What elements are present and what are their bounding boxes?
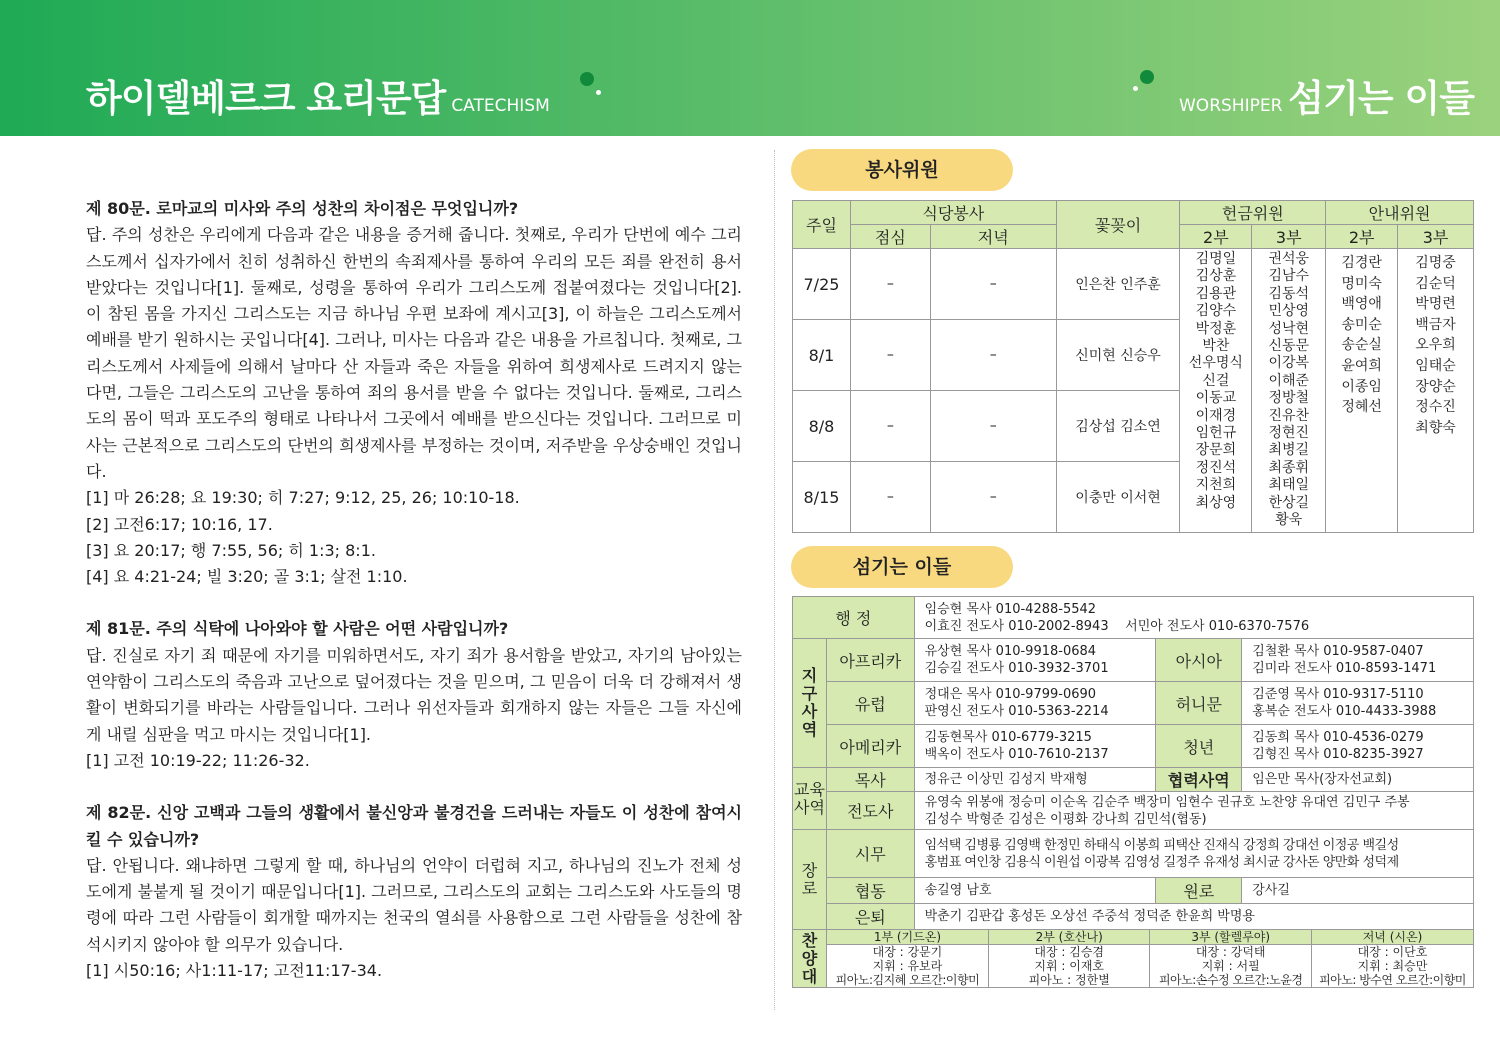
choir-4-info xyxy=(1311,945,1473,988)
active-info xyxy=(914,830,1473,878)
worshiper-title: 섬기는 이들 xyxy=(1288,77,1474,120)
row-dinner: – xyxy=(930,391,1056,462)
choir-4-leader: 대장 : 이단호 xyxy=(1357,945,1428,959)
name-item: 성낙현 xyxy=(1268,320,1310,337)
america-label: 아메리카 xyxy=(826,725,914,768)
catechism-heading xyxy=(86,68,550,122)
row-lunch: – xyxy=(850,462,930,533)
youth-line-2: 김형진 목사 010-8235-3927 xyxy=(1252,747,1424,762)
choir-label: 찬 양 대 xyxy=(793,930,827,988)
workers-table xyxy=(792,596,1474,988)
choir-2-info xyxy=(988,945,1150,988)
active-line-2: 홍범표 여인창 김용식 이원섭 이광복 김영성 길정주 유재성 최시균 강사돈 양만화 성덕제 xyxy=(924,854,1399,870)
table-row xyxy=(793,830,1474,878)
active-line-1: 임석택 김병룡 김영백 한정민 하태식 이봉희 피택산 진재식 강정희 강대선 이정공 백길성 xyxy=(924,837,1399,853)
row-date: 8/1 xyxy=(793,320,851,391)
table-row xyxy=(793,904,1474,930)
name-item: 정혜선 xyxy=(1341,399,1382,416)
header-day: 주일 xyxy=(793,201,851,249)
question-82: 제 82문. 신앙 고백과 그들의 생활에서 불신앙과 불경건을 드러내는 자들도 이 성찬에 참여시킬 수 있습니까? xyxy=(86,803,742,849)
table-row xyxy=(793,792,1474,830)
choir-2-name: 2부 (호산나) xyxy=(988,930,1150,945)
youth-info xyxy=(1242,725,1474,768)
choir-1-info xyxy=(827,945,989,988)
choir-1-name: 1부 (기드온) xyxy=(827,930,989,945)
decor-dot-icon xyxy=(580,72,594,86)
asia-line-2: 김미라 전도사 010-8593-1471 xyxy=(1252,661,1437,676)
assoc-names: 송길영 남호 xyxy=(914,878,1156,904)
service-pill: 봉사위원 xyxy=(791,149,1013,191)
name-item: 김상훈 xyxy=(1195,268,1237,285)
youth-line-1: 김동희 목사 010-4536-0279 xyxy=(1252,730,1424,745)
row-flower: 김상섭 김소연 xyxy=(1056,391,1180,462)
row-flower: 신미현 신승우 xyxy=(1056,320,1180,391)
name-item: 진유찬 xyxy=(1268,407,1310,424)
name-item: 신걸 xyxy=(1202,372,1230,389)
choir-1-leader: 대장 : 강문기 xyxy=(872,945,943,959)
name-item: 송순실 xyxy=(1341,337,1382,354)
choir-2-leader: 대장 : 김승겸 xyxy=(1034,945,1105,959)
name-item: 김동석 xyxy=(1268,285,1310,302)
name-item: 최병길 xyxy=(1268,442,1310,459)
name-item: 최향숙 xyxy=(1415,419,1456,436)
choir-3-conductor: 지휘 : 서필 xyxy=(1201,959,1260,973)
name-item: 임헌규 xyxy=(1195,425,1237,442)
header-meal: 식당봉사 xyxy=(850,201,1056,225)
name-item: 송미순 xyxy=(1341,316,1382,333)
reference-80-1: [1] 마 26:28; 요 19:30; 히 7:27; 9:12, 25, 26; 10:10-18. xyxy=(86,488,520,508)
name-item: 오우희 xyxy=(1415,337,1456,354)
name-item: 박정훈 xyxy=(1195,320,1237,337)
question-80: 제 80문. 로마교의 미사와 주의 성찬의 차이점은 무엇입니까? xyxy=(86,199,519,218)
catechism-section xyxy=(86,196,742,984)
evangelist-line-2: 김성수 박형준 김성은 이평화 강나희 김민석(협동) xyxy=(924,811,1207,827)
decor-dot-small-icon xyxy=(596,90,601,95)
worshiper-heading xyxy=(1179,68,1474,122)
asia-info xyxy=(1242,639,1474,682)
evangelist-label: 전도사 xyxy=(826,792,914,830)
header-dinner: 저녁 xyxy=(930,225,1056,249)
hub-line-2: 홍복순 전도사 010-4433-3988 xyxy=(1252,704,1437,719)
europe-line-1: 정대은 목사 010-9799-0690 xyxy=(924,687,1097,702)
name-item: 지천희 xyxy=(1195,477,1237,494)
admin-info xyxy=(914,597,1473,639)
column-divider xyxy=(774,150,775,1010)
name-item: 최태일 xyxy=(1268,477,1310,494)
name-item: 황욱 xyxy=(1275,512,1303,529)
service-table xyxy=(792,200,1474,533)
name-item: 정수진 xyxy=(1415,399,1456,416)
coop-names: 임은만 목사(장자선교회) xyxy=(1242,768,1474,792)
name-item: 명미숙 xyxy=(1341,275,1382,292)
guide-2-list xyxy=(1326,249,1398,533)
choir-2-accompanist: 피아노 : 정한별 xyxy=(1028,973,1110,987)
evangelist-info xyxy=(914,792,1473,830)
header-guide: 안내위원 xyxy=(1326,201,1474,225)
elder-label: 장 로 xyxy=(793,830,827,930)
choir-3-info xyxy=(1150,945,1312,988)
name-item: 이해준 xyxy=(1268,372,1310,389)
asia-label: 아시아 xyxy=(1156,639,1242,682)
name-item: 선우명식 xyxy=(1188,355,1243,372)
table-row xyxy=(793,930,1474,988)
name-item: 이재경 xyxy=(1195,407,1237,424)
question-81: 제 81문. 주의 식탁에 나아와야 할 사람은 어떤 사람입니까? xyxy=(86,619,509,639)
header-guide-3: 3부 xyxy=(1398,225,1474,249)
choir-4-name: 저녁 (시온) xyxy=(1311,930,1473,945)
name-item: 민상영 xyxy=(1268,303,1310,320)
row-dinner: – xyxy=(930,320,1056,391)
choir-2-conductor: 지휘 : 이재호 xyxy=(1034,959,1105,973)
senior-label: 원로 xyxy=(1156,878,1242,904)
table-row xyxy=(793,878,1474,904)
name-item: 한상길 xyxy=(1268,494,1310,511)
hub-line-1: 김준영 목사 010-9317-5110 xyxy=(1252,687,1424,702)
offering-2-list xyxy=(1180,249,1252,533)
header-guide-2: 2부 xyxy=(1326,225,1398,249)
choir-table xyxy=(827,930,1473,987)
europe-line-2: 판영신 전도사 010-5363-2214 xyxy=(924,704,1109,719)
admin-label: 행 정 xyxy=(793,597,915,639)
name-item: 정진석 xyxy=(1195,459,1237,476)
offering-3-list xyxy=(1252,249,1326,533)
africa-line-1: 유상현 목사 010-9918-0684 xyxy=(924,644,1097,659)
senior-names: 강사길 xyxy=(1242,878,1474,904)
hub-label: 허니문 xyxy=(1156,682,1242,725)
table-row xyxy=(793,597,1474,639)
coop-label: 협력사역 xyxy=(1156,768,1242,792)
answer-81: 답. 진실로 자기 죄 때문에 자기를 미워하면서도, 자기 죄가 용서함을 받았고, 자기의 남아있는 연약함이 그리스도의 죽음과 고난으로 덮어졌다는 것을 믿으며, 그 믿음이 더욱 더 강해져서 생활이 변화되기를 바라는 사람들입니다. 그러나 위선자들과 회개하지 않는 자들은 그들 자신에게 내릴 심판을 먹고 마시는 것입니다[1]. xyxy=(86,645,742,744)
table-row xyxy=(793,249,1474,320)
answer-82: 답. 안됩니다. 왜냐하면 그렇게 할 때, 하나님의 언약이 더럽혀 지고, 하나님의 진노가 전체 성도에게 불붙게 될 것이기 때문입니다[1]. 그러므로, 그리스도의 교회는 그리스도와 사도들의 명령에 따라 그런 사람들이 회개할 때까지는 천국의 열쇠를 사용함으로 그런 사람들을 성찬에 참석시키지 않아야 할 의무가 있습니다. xyxy=(86,855,742,954)
name-item: 김명중 xyxy=(1415,255,1456,271)
choir-4-accompanist: 피아노: 방수연 오르간:이향미 xyxy=(1319,973,1466,987)
name-item: 김양수 xyxy=(1195,303,1237,320)
america-line-1: 김동현목사 010-6779-3215 xyxy=(924,730,1092,745)
retired-label: 은퇴 xyxy=(826,904,914,930)
europe-label: 유럽 xyxy=(826,682,914,725)
header-offering-3: 3부 xyxy=(1252,225,1326,249)
name-item: 김남수 xyxy=(1268,268,1310,285)
header-offering: 헌금위원 xyxy=(1180,201,1326,225)
name-item: 백금자 xyxy=(1415,316,1456,333)
choir-3-leader: 대장 : 강덕태 xyxy=(1195,945,1266,959)
row-lunch: – xyxy=(850,391,930,462)
header-lunch: 점심 xyxy=(850,225,930,249)
name-item: 정현진 xyxy=(1268,425,1310,442)
page-header xyxy=(0,0,1500,136)
choir-3-name: 3부 (할렐루야) xyxy=(1150,930,1312,945)
choir-1-accompanist: 피아노:김지혜 오르간:이향미 xyxy=(835,973,980,987)
name-item: 이강복 xyxy=(1268,355,1310,372)
reference-80-4: [4] 요 4:21-24; 빌 3:20; 골 3:1; 살전 1:10. xyxy=(86,567,408,587)
decor-dot-icon xyxy=(1140,70,1154,84)
name-item: 김명일 xyxy=(1195,251,1237,267)
name-item: 이종임 xyxy=(1341,378,1382,395)
name-item: 임태순 xyxy=(1415,357,1456,374)
america-info xyxy=(914,725,1156,768)
table-row xyxy=(793,682,1474,725)
admin-line-2: 이효진 전도사 010-2002-8943 서민아 전도사 010-6370-7576 xyxy=(924,618,1310,634)
workers-pill: 섬기는 이들 xyxy=(791,546,1013,588)
row-lunch: – xyxy=(850,320,930,391)
asia-line-1: 김철환 목사 010-9587-0407 xyxy=(1252,644,1424,659)
america-line-2: 백옥이 전도사 010-7610-2137 xyxy=(924,747,1109,762)
row-dinner: – xyxy=(930,462,1056,533)
row-date: 8/8 xyxy=(793,391,851,462)
choir-cell xyxy=(826,930,1473,988)
decor-dot-small-icon xyxy=(1133,86,1138,91)
name-item: 장양순 xyxy=(1415,378,1456,395)
reference-80-3: [3] 요 20:17; 행 7:55, 56; 히 1:3; 8:1. xyxy=(86,540,376,560)
header-flower: 꽃꽂이 xyxy=(1056,201,1180,249)
name-item: 백영애 xyxy=(1341,296,1382,313)
evangelist-line-1: 유영숙 위봉애 정승미 이순옥 김순주 백장미 임현수 권규호 노찬양 유대연 김민구 주봉 xyxy=(924,794,1410,810)
name-item: 김순덕 xyxy=(1415,275,1456,292)
catechism-title: 하이델베르크 요리문답 xyxy=(86,77,446,120)
table-row xyxy=(793,768,1474,792)
row-dinner: – xyxy=(930,249,1056,320)
assoc-label: 협동 xyxy=(826,878,914,904)
header-offering-2: 2부 xyxy=(1180,225,1252,249)
name-item: 권석웅 xyxy=(1268,251,1310,267)
catechism-subtitle: CATECHISM xyxy=(451,96,550,116)
name-item: 정방철 xyxy=(1268,390,1310,407)
youth-label: 청년 xyxy=(1156,725,1242,768)
africa-line-2: 김승길 전도사 010-3932-3701 xyxy=(924,661,1109,676)
pastor-label: 목사 xyxy=(826,768,914,792)
name-item: 박명련 xyxy=(1415,296,1456,313)
name-item: 윤여희 xyxy=(1341,357,1382,374)
name-item: 김경란 xyxy=(1341,255,1382,271)
europe-info xyxy=(914,682,1156,725)
africa-label: 아프리카 xyxy=(826,639,914,682)
guide-3-list xyxy=(1398,249,1474,533)
worshiper-subtitle: WORSHIPER xyxy=(1179,96,1283,116)
row-date: 7/25 xyxy=(793,249,851,320)
name-item: 박찬 xyxy=(1202,338,1230,355)
row-date: 8/15 xyxy=(793,462,851,533)
table-row xyxy=(793,639,1474,682)
table-row xyxy=(793,725,1474,768)
answer-80: 답. 주의 성찬은 우리에게 다음과 같은 내용을 증거해 줍니다. 첫째로, 우리가 단번에 예수 그리스도께서 십자가에서 친히 성취하신 한번의 속죄제사를 통하여 우리의 모든 죄를 완전히 용서받았다는 것입니다[1]. 둘째로, 성령을 통하여 우리가 그리스도께 접붙여졌다는 것입니다[2]. 이 참된 몸을 가지신 그리스도는 지금 하나님 우편 보좌에 계시고[3], 이 하늘은 그리스도께서 예배를 받기 원하시는 곳입니다[4]. 그러나, 미사는 다음과 같은 내용을 가르칩니다. 첫째로, 그리스도께서 사제들에 의해서 날마다 산 자들과 죽은 자들을 위하여 희생제사로 드려지지 않는다면, 그들은 그리스도의 고난을 통하여 죄의 용서를 받을 수 없다는 것입니다. 둘째로, 그리스도의 몸이 떡과 포도주의 형태로 나타나서 그곳에서 예배를 받으신다는 것입니다. 그러므로 미사는 근본적으로 그리스도의 단번의 희생제사를 부정하는 것이며, 저주받을 우상숭배인 것입니다. xyxy=(86,225,742,481)
name-item: 장문희 xyxy=(1195,442,1237,459)
name-item: 이동교 xyxy=(1195,390,1237,407)
name-item: 최종휘 xyxy=(1268,459,1310,476)
choir-3-accompanist: 피아노:손수정 오르간:노윤경 xyxy=(1158,973,1303,987)
row-flower: 이충만 이서현 xyxy=(1056,462,1180,533)
retired-names: 박춘기 김판갑 홍성돈 오상선 주중석 정덕준 한윤희 박명용 xyxy=(914,904,1473,930)
reference-80-2: [2] 고전6:17; 10:16, 17. xyxy=(86,514,273,534)
region-label: 지 구 사 역 xyxy=(793,639,827,768)
pastor-names: 정유근 이상민 김성지 박재형 xyxy=(914,768,1156,792)
choir-4-conductor: 지휘 : 최승만 xyxy=(1357,959,1428,973)
edu-label: 교육 사역 xyxy=(793,768,827,830)
reference-81-1: [1] 고전 10:19-22; 11:26-32. xyxy=(86,750,310,770)
reference-82-1: [1] 시50:16; 사1:11-17; 고전11:17-34. xyxy=(86,961,383,981)
row-lunch: – xyxy=(850,249,930,320)
name-item: 김용관 xyxy=(1195,285,1237,302)
name-item: 신동문 xyxy=(1268,338,1310,355)
name-item: 최상영 xyxy=(1195,494,1237,511)
choir-1-conductor: 지휘 : 유보라 xyxy=(872,959,943,973)
admin-line-1: 임승현 목사 010-4288-5542 xyxy=(924,601,1097,617)
africa-info xyxy=(914,639,1156,682)
row-flower: 인은찬 인주훈 xyxy=(1056,249,1180,320)
hub-info xyxy=(1242,682,1474,725)
active-label: 시무 xyxy=(826,830,914,878)
